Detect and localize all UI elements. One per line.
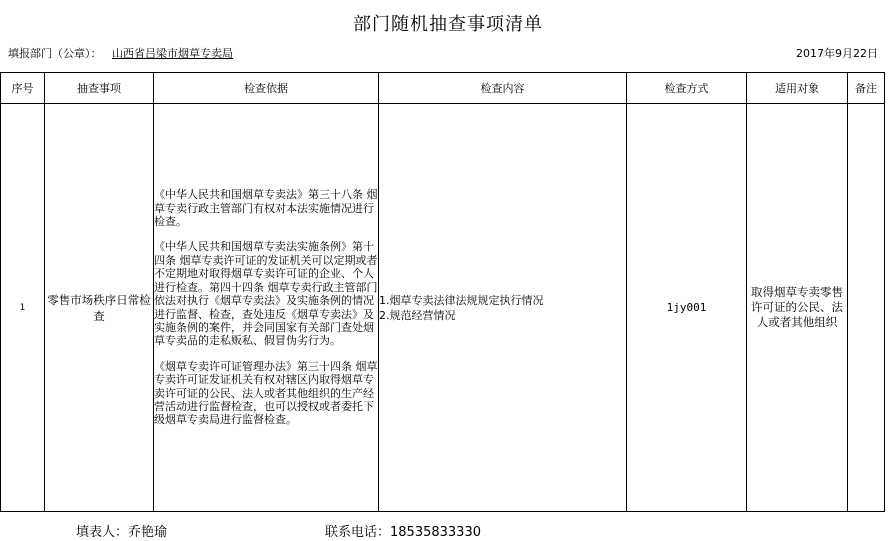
footer [0,521,896,539]
header-basis: 检查依据 [154,73,379,104]
contact-phone: 联系电话：18535833330 [325,525,481,540]
fill-info-row [8,45,878,61]
cell-remark [848,104,885,512]
content-line: 2.规范经营情况 [379,308,456,322]
fill-unit-value: 山西省吕梁市烟草专卖局 [112,47,233,60]
inspection-table [0,72,885,512]
cell-basis [154,104,379,512]
fill-date: 2017年9月22日 [796,47,878,60]
header-item: 抽查事项 [45,73,154,104]
header-seq: 序号 [1,73,45,104]
filler-name: 填表人：乔艳瑜 [76,525,168,540]
cell-seq: 1 [1,104,45,512]
table-row [1,104,885,512]
header-method: 检查方式 [627,73,747,104]
content-line: 1.烟草专卖法律法规规定执行情况 [379,293,544,307]
table-header-row [1,73,885,104]
cell-method: 1jy001 [627,104,747,512]
cell-item: 零售市场秩序日常检查 [45,104,154,512]
cell-target: 取得烟草专卖零售许可证的公民、法人或者其他组织 [747,104,848,512]
header-content: 检查内容 [379,73,627,104]
basis-paragraph: 《中华人民共和国烟草专卖法》第三十八条 烟草专卖行政主管部门有权对本法实施情况进行检查。 [154,188,378,229]
basis-paragraph: 《烟草专卖许可证管理办法》第三十四条 烟草专卖许可证发证机关有权对辖区内取得烟草专卖许可证的公民、法人或者其他组织的生产经营活动进行监督检查，也可以授权或者委托下级烟草专卖局进行监督检查。 [154,359,378,427]
header-remark: 备注 [848,73,885,104]
header-target: 适用对象 [747,73,848,104]
fill-unit-label: 填报部门（公章）： [8,47,102,60]
page-title: 部门随机抽查事项清单 [353,14,543,35]
cell-content [379,104,627,512]
basis-paragraph: 《中华人民共和国烟草专卖法实施条例》第十四条 烟草专卖许可证的发证机关可以定期或者不定期地对取得烟草专卖许可证的企业、个人进行检查。第四十四条 烟草专卖行政主管部门依法对执行《烟草专卖法》及实施条例的情况进行监督、检查，查处违反《烟草专卖法》及实施条例的案件，并会同国家有关部门查处烟草专卖品的走私贩私、假冒伪劣行为。 [154,240,378,348]
